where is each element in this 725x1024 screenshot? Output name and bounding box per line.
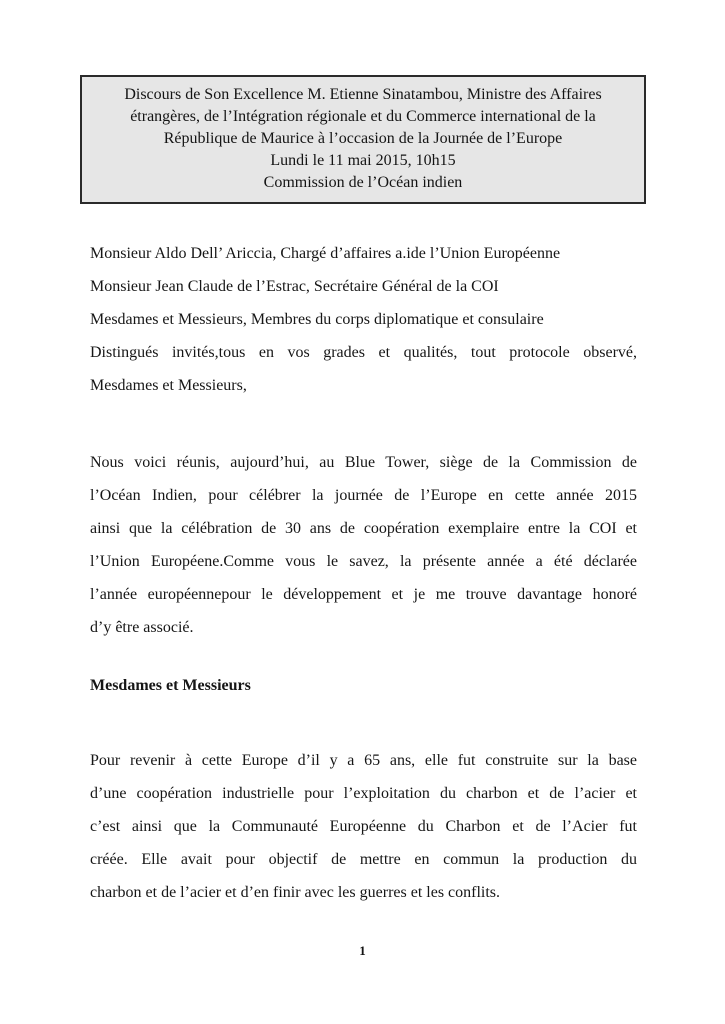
document-body [90, 237, 637, 909]
paragraph-line: d’y être associé. [90, 619, 194, 636]
paragraph-line: l’année européennepour le développement et je me trouve davantage honoré [90, 586, 637, 603]
paragraph-line: Nous voici réunis, aujourd’hui, au Blue Tower, siège de la Commission de [90, 454, 637, 471]
salutation-line: Mesdames et Messieurs, [90, 377, 247, 394]
paragraph-history [90, 744, 637, 909]
paragraph-introduction [90, 446, 637, 644]
paragraph-line: charbon et de l’acier et d’en finir avec les guerres et les conflits. [90, 884, 501, 901]
section-heading: Mesdames et Messieurs [90, 677, 251, 694]
paragraph-line: ainsi que la célébration de 30 ans de coopération exemplaire entre la COI et [90, 520, 637, 537]
title-box [80, 75, 646, 204]
title-organisation-line: Commission de l’Océan indien [263, 174, 463, 191]
salutation-line: Monsieur Aldo Dell’ Ariccia, Chargé d’affaires a.ide l’Union Européenne [90, 245, 561, 262]
paragraph-line: d’une coopération industrielle pour l’exploitation du charbon et de l’acier et [90, 785, 637, 802]
paragraph-line: c’est ainsi que la Communauté Européenne du Charbon et de l’Acier fut [90, 818, 637, 835]
salutation-block [90, 237, 637, 402]
paragraph-line: l’Union Européene.Comme vous le savez, la présente année a été déclarée [90, 553, 637, 570]
title-date-line: Lundi le 11 mai 2015, 10h15 [270, 152, 456, 169]
salutation-line: Monsieur Jean Claude de l’Estrac, Secrétaire Général de la COI [90, 278, 499, 295]
salutation-line: Mesdames et Messieurs, Membres du corps diplomatique et consulaire [90, 311, 544, 328]
title-line: étrangères, de l’Intégration régionale et du Commerce international de la [130, 108, 596, 125]
title-line: République de Maurice à l’occasion de la Journée de l’Europe [163, 130, 563, 147]
paragraph-line: l’Océan Indien, pour célébrer la journée de l’Europe en cette année 2015 [90, 487, 637, 504]
paragraph-line: Pour revenir à cette Europe d’il y a 65 ans, elle fut construite sur la base [90, 752, 637, 769]
title-line: Discours de Son Excellence M. Etienne Sinatambou, Ministre des Affaires [124, 86, 602, 103]
paragraph-line: créée. Elle avait pour objectif de mettre en commun la production du [90, 851, 637, 868]
salutation-line: Distingués invités,tous en vos grades et qualités, tout protocole observé, [90, 344, 637, 361]
page-number: 1 [359, 943, 366, 958]
